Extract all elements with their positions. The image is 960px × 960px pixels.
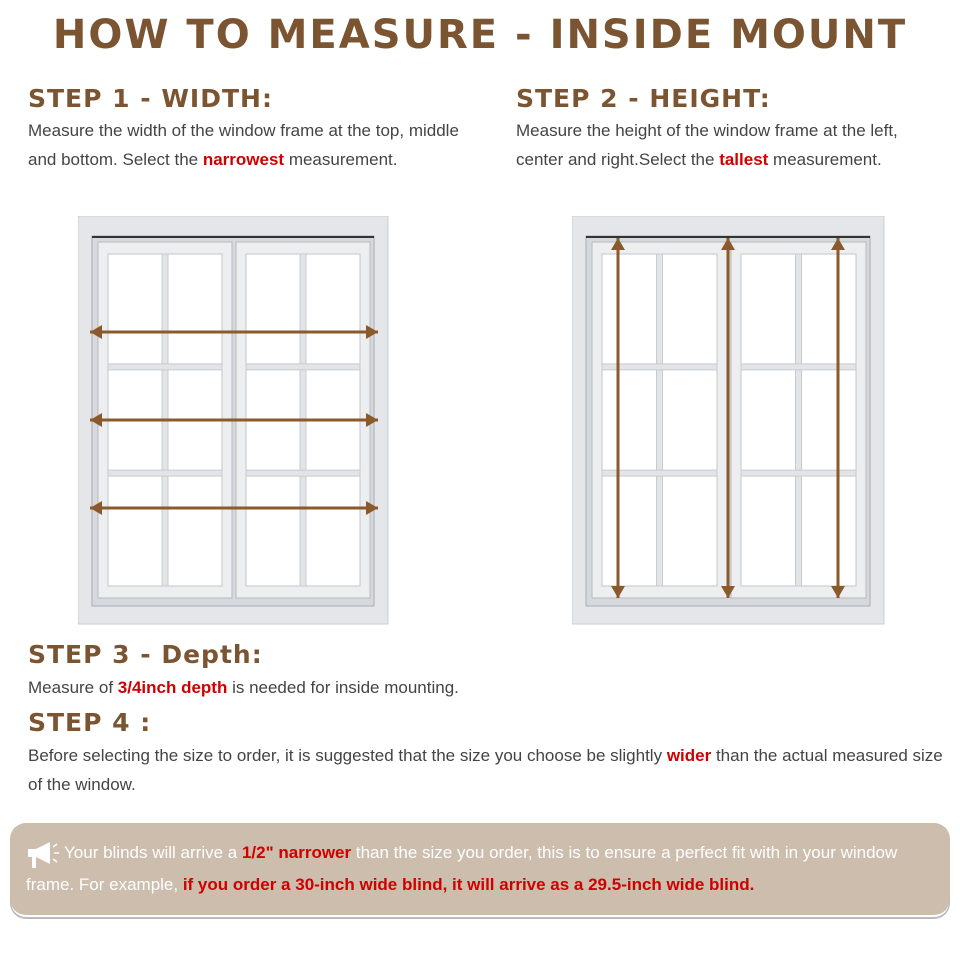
window-height-illustration [572,216,886,626]
window-muntin [108,364,222,370]
window-muntin [657,254,663,586]
step1-text [28,116,468,174]
step2-text-after: measurement. [768,150,882,169]
megaphone-icon [26,839,62,869]
notice-highlight2: if you order a 30-inch wide blind, it will arrive as a 29.5-inch wide blind. [182,874,755,894]
step4-text-before: Before selecting the size to order, it is suggested that the size you choose be slightly [28,746,667,765]
step3-text-after: is needed for inside mounting. [227,678,459,697]
step4-heading: STEP 4 : [28,708,152,737]
step3-text [28,673,459,702]
step2-heading: STEP 2 - HEIGHT: [516,84,771,113]
step2-text [516,116,916,174]
notice-text2: than the size you order, this is to ensure a perfect fit with in your window frame. For example, [26,843,898,894]
page-title: HOW TO MEASURE - INSIDE MOUNT [52,12,908,58]
notice-text [26,837,940,900]
window-width-illustration [78,216,390,626]
notice-text1: Your blinds will arrive a [64,843,242,862]
step1-text-after: measurement. [284,150,398,169]
step1-heading: STEP 1 - WIDTH: [28,84,273,113]
window-muntin [108,470,222,476]
notice-highlight1: 1/2" narrower [241,843,352,862]
window-muntin [796,254,802,586]
step2-text-before: Measure the height of the window frame at the left, center and right.Select the [516,121,898,169]
step3-highlight: 3/4inch depth [117,678,228,697]
step1-text-before: Measure the width of the window frame at the top, middle and bottom. Select the [28,121,459,169]
step2-highlight: tallest [719,150,769,169]
step3-text-before: Measure of [28,678,118,697]
step4-text-after: than the actual measured size of the window. [28,746,943,794]
notice-banner [10,823,950,915]
step3-heading: STEP 3 - Depth: [28,640,263,669]
step4-highlight: wider [666,746,712,765]
window-muntin [246,470,360,476]
step1-highlight: narrowest [202,150,285,169]
step4-text [28,741,943,799]
window-muntin [246,364,360,370]
